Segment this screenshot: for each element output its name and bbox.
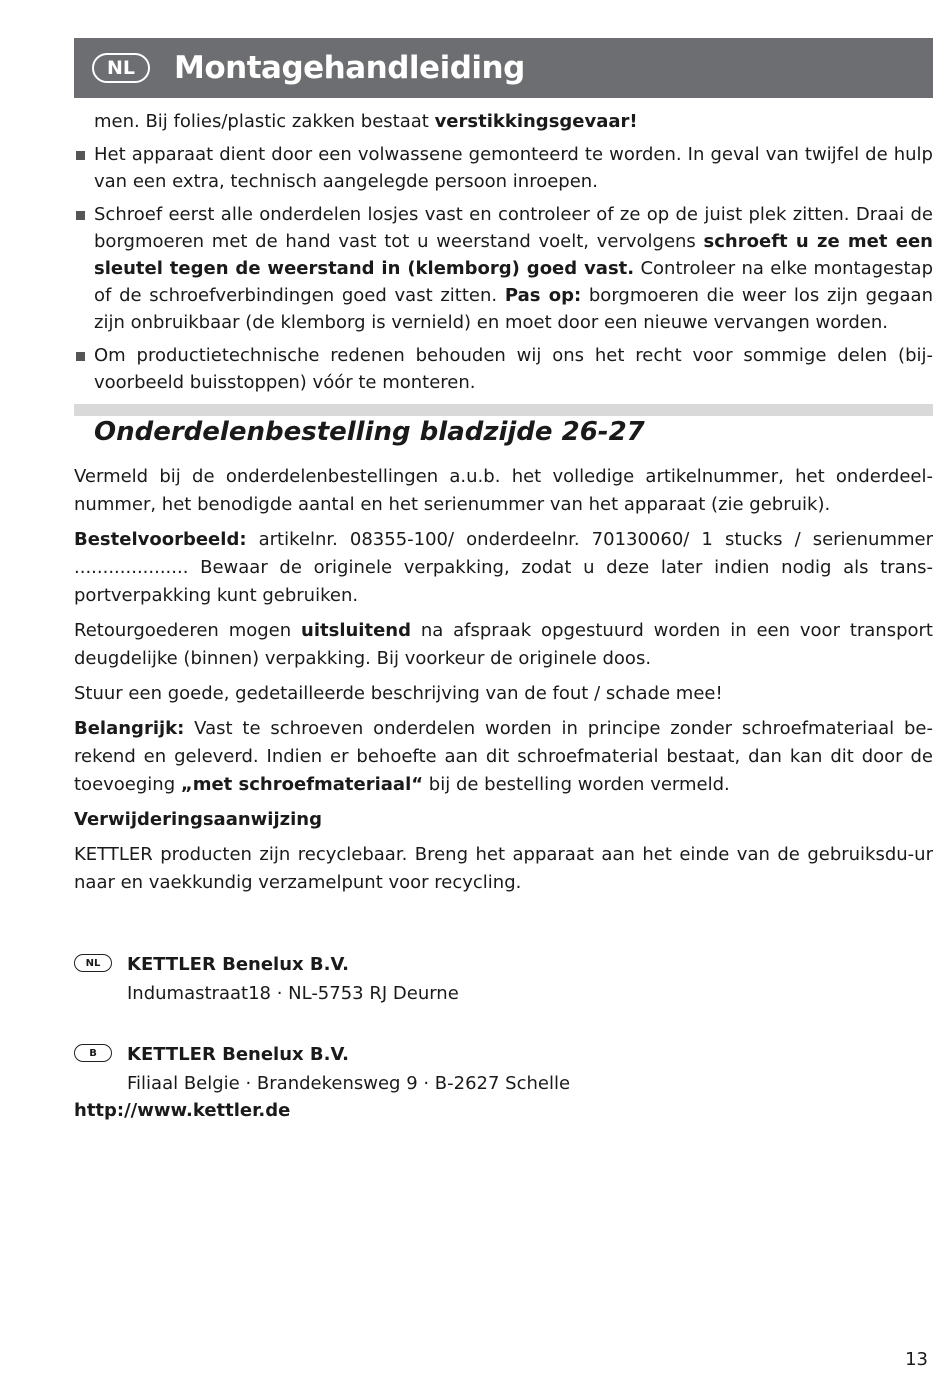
disposal-heading: Verwijderingsaanwijzing <box>74 809 322 830</box>
bullet-square-icon <box>76 151 85 160</box>
website-link[interactable]: http://www.kettler.de <box>74 1100 291 1121</box>
address-block-nl <box>74 950 674 1008</box>
section-divider <box>74 404 933 416</box>
bullet-item: Het apparaat dient door een volwassene gemonteerd te worden. In geval van twijfel de hulp van een extra, technisch aangelegde persoon inroepen. <box>74 141 933 195</box>
order-example-paragraph: Bestelvoorbeeld: artikelnr. 08355-100/ onderdeelnr. 70130060/ 1 stucks / serienummer .................... Bewaar de originele verpakking, zodat u deze later indien nodig als trans-portverpakking kunt gebruiken. <box>74 529 933 606</box>
important-paragraph: Belangrijk: Vast te schroeven onderdelen worden in principe zonder schroefmateriaal be-rekend en geleverd. Indien er behoefte aan dit schroefmaterial bestaat, dan kan dit door de toevoeging „met schroefmateriaal“ bij de bestelling worden vermeld. <box>74 718 933 795</box>
disposal-paragraph: KETTLER producten zijn recyclebaar. Breng het apparaat aan het einde van de gebruiksdu-ur naar en vaekkundig verzamelpunt voor recycling. <box>74 844 933 893</box>
page-number: 13 <box>905 1349 928 1370</box>
section-title: Onderdelenbestelling bladzijde 26-27 <box>94 417 645 447</box>
language-badge: NL <box>92 53 150 83</box>
safety-instructions <box>74 108 933 402</box>
continued-paragraph: men. Bij folies/plastic zakken bestaat verstikkingsgevaar! <box>94 111 638 132</box>
paragraph: Vermeld bij de onderdelenbestellingen a.u.b. het volledige artikelnummer, het onderdeel-nummer, het benodigde aantal en het serienummer van het apparaat (zie gebruik). <box>74 466 933 515</box>
paragraph: Stuur een goede, gedetailleerde beschrijving van de fout / schade mee! <box>74 683 723 704</box>
bullet-item: Schroef eerst alle onderdelen losjes vast en controleer of ze op de juist plek zitten. Draai de borgmoeren met de hand vast tot u weerstand voelt, vervolgens schroeft u ze met een sleutel tegen de weerstand in (klemborg) goed vast. Controleer na elke montagestap of de schroefverbindingen goed vast zitten. Pas op: borgmoeren die weer los zijn gegaan zijn onbruikbaar (de klemborg is vernield) en moet door een nieuwe vervangen worden. <box>74 201 933 336</box>
address-line: Indumastraat18 · NL-5753 RJ Deurne <box>127 983 459 1004</box>
parts-ordering-section <box>74 463 933 904</box>
address-line: Filiaal Belgie · Brandekensweg 9 · B-2627 Schelle <box>127 1073 571 1094</box>
country-badge: NL <box>74 954 112 972</box>
country-badge: B <box>74 1044 112 1062</box>
company-name: KETTLER Benelux B.V. <box>127 954 349 975</box>
bullet-square-icon <box>76 352 85 361</box>
bullet-item: Om productietechnische redenen behouden wij ons het recht voor sommige delen (bij-voorbeeld buisstoppen) vóór te monteren. <box>74 342 933 396</box>
bullet-square-icon <box>76 211 85 220</box>
page-header <box>74 38 933 98</box>
returns-paragraph: Retourgoederen mogen uitsluitend na afspraak opgestuurd worden in een voor transport deugdelijke (binnen) verpakking. Bij voorkeur de originele doos. <box>74 620 933 669</box>
company-name: KETTLER Benelux B.V. <box>127 1044 349 1065</box>
page-title: Montagehandleiding <box>174 50 525 86</box>
address-block-b <box>74 1040 674 1098</box>
